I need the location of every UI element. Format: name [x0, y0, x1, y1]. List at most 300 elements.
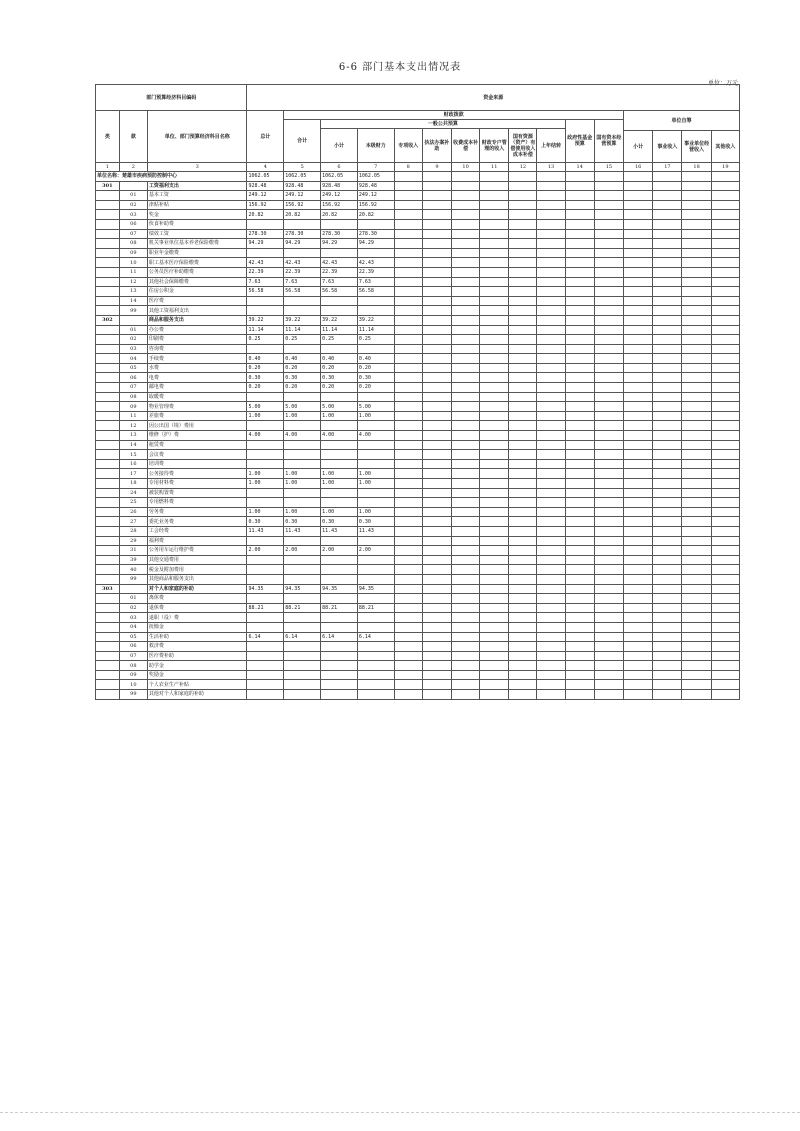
amount-cell: 0.40	[321, 354, 358, 364]
item-name: 公务接待费	[147, 469, 247, 479]
empty-cell	[537, 469, 565, 479]
empty-cell	[624, 440, 653, 450]
empty-cell	[452, 296, 480, 306]
category-code	[96, 555, 120, 565]
amount-cell: 20.82	[247, 210, 284, 220]
category-code: 303	[96, 584, 120, 594]
item-name: 福利费	[147, 536, 247, 546]
empty-cell	[594, 622, 623, 632]
empty-cell	[509, 431, 537, 441]
empty-cell	[711, 479, 739, 489]
empty-cell	[480, 526, 509, 536]
amount-cell	[247, 661, 284, 671]
empty-cell	[653, 536, 682, 546]
empty-cell	[682, 632, 711, 642]
empty-cell	[537, 555, 565, 565]
amount-cell: 0.40	[284, 354, 321, 364]
empty-cell	[509, 469, 537, 479]
empty-cell	[682, 469, 711, 479]
table-row	[96, 603, 740, 613]
empty-cell	[537, 392, 565, 402]
table-row	[96, 402, 740, 412]
item-code: 14	[119, 440, 147, 450]
empty-cell	[480, 536, 509, 546]
empty-cell	[509, 642, 537, 652]
empty-cell	[480, 469, 509, 479]
amount-cell	[247, 565, 284, 575]
item-name: 专用燃料费	[147, 498, 247, 508]
empty-cell	[480, 459, 509, 469]
empty-cell	[594, 219, 623, 229]
category-code	[96, 239, 120, 249]
empty-cell	[594, 344, 623, 354]
amount-cell	[357, 421, 394, 431]
category-code	[96, 258, 120, 268]
empty-cell	[422, 469, 451, 479]
empty-cell	[565, 229, 594, 239]
item-name: 助学金	[147, 661, 247, 671]
category-code	[96, 191, 120, 201]
empty-cell	[509, 479, 537, 489]
empty-cell	[509, 363, 537, 373]
empty-cell	[565, 680, 594, 690]
empty-cell	[711, 315, 739, 325]
amount-cell	[321, 450, 358, 460]
empty-cell	[452, 565, 480, 575]
item-name: 会议费	[147, 450, 247, 460]
item-code: 03	[119, 210, 147, 220]
empty-cell	[394, 219, 422, 229]
amount-cell: 11.43	[247, 526, 284, 536]
amount-cell: 0.30	[247, 373, 284, 383]
empty-cell	[509, 690, 537, 700]
item-name: 水费	[147, 363, 247, 373]
empty-cell	[624, 277, 653, 287]
column-number: 13	[537, 163, 565, 172]
amount-cell	[247, 670, 284, 680]
empty-cell	[624, 373, 653, 383]
amount-cell	[357, 651, 394, 661]
amount-cell: 156.92	[321, 200, 358, 210]
amount-cell: 7.63	[284, 277, 321, 287]
empty-cell	[509, 651, 537, 661]
empty-cell	[624, 335, 653, 345]
amount-cell: 249.12	[247, 191, 284, 201]
table-row	[96, 296, 740, 306]
empty-cell	[537, 335, 565, 345]
amount-cell	[321, 248, 358, 258]
category-code	[96, 661, 120, 671]
empty-cell	[682, 210, 711, 220]
empty-cell	[565, 507, 594, 517]
table-row	[96, 622, 740, 632]
fiscal-special-header: 财政专户管理的收入	[480, 129, 509, 163]
amount-cell: 42.43	[321, 258, 358, 268]
category-code	[96, 248, 120, 258]
empty-cell	[422, 287, 451, 297]
empty-cell	[682, 363, 711, 373]
empty-cell	[480, 574, 509, 584]
empty-cell	[422, 459, 451, 469]
empty-cell	[394, 229, 422, 239]
item-name: 公务用车运行维护费	[147, 546, 247, 556]
empty-cell	[711, 277, 739, 287]
column-number: 1	[96, 163, 120, 172]
category-code	[96, 354, 120, 364]
amount-cell	[247, 440, 284, 450]
empty-cell	[537, 642, 565, 652]
empty-cell	[711, 622, 739, 632]
item-code: 06	[119, 642, 147, 652]
category-header: 类	[96, 111, 120, 163]
empty-cell	[682, 411, 711, 421]
empty-cell	[422, 344, 451, 354]
item-code: 09	[119, 670, 147, 680]
empty-cell	[711, 690, 739, 700]
table-row	[96, 469, 740, 479]
column-number: 18	[682, 163, 711, 172]
empty-cell	[422, 219, 451, 229]
empty-cell	[452, 488, 480, 498]
page-bottom-border	[0, 1112, 800, 1113]
item-name: 物业管理费	[147, 402, 247, 412]
amount-cell	[357, 392, 394, 402]
empty-cell	[480, 335, 509, 345]
empty-cell	[682, 565, 711, 575]
empty-cell	[394, 325, 422, 335]
empty-cell	[594, 517, 623, 527]
amount-cell: 94.29	[321, 239, 358, 249]
amount-cell: 7.63	[247, 277, 284, 287]
amount-cell	[321, 488, 358, 498]
empty-cell	[682, 191, 711, 201]
amount-cell: 1.00	[247, 469, 284, 479]
empty-cell	[653, 440, 682, 450]
empty-cell	[682, 603, 711, 613]
amount-cell	[247, 450, 284, 460]
empty-cell	[711, 546, 739, 556]
empty-cell	[594, 383, 623, 393]
amount-cell	[357, 296, 394, 306]
amount-cell	[284, 440, 321, 450]
subtotal-header: 小计	[321, 129, 358, 163]
amount-cell	[321, 498, 358, 508]
empty-cell	[452, 200, 480, 210]
item-code: 08	[119, 392, 147, 402]
empty-cell	[682, 258, 711, 268]
empty-cell	[537, 258, 565, 268]
empty-cell	[653, 383, 682, 393]
item-code: 17	[119, 469, 147, 479]
amount-cell: 249.12	[357, 191, 394, 201]
item-name: 邮电费	[147, 383, 247, 393]
empty-cell	[565, 450, 594, 460]
empty-cell	[537, 690, 565, 700]
empty-cell	[711, 383, 739, 393]
empty-cell	[565, 431, 594, 441]
category-code	[96, 335, 120, 345]
amount-cell: 88.21	[321, 603, 358, 613]
empty-cell	[624, 210, 653, 220]
empty-cell	[682, 507, 711, 517]
amount-cell	[247, 651, 284, 661]
empty-cell	[452, 210, 480, 220]
amount-cell	[357, 248, 394, 258]
amount-cell	[284, 613, 321, 623]
amount-cell: 94.29	[247, 239, 284, 249]
empty-cell	[422, 373, 451, 383]
empty-cell	[624, 402, 653, 412]
empty-cell	[711, 459, 739, 469]
empty-cell	[565, 555, 594, 565]
category-code	[96, 469, 120, 479]
amount-cell	[321, 642, 358, 652]
amount-cell	[357, 594, 394, 604]
empty-cell	[624, 392, 653, 402]
category-code	[96, 373, 120, 383]
empty-cell	[422, 392, 451, 402]
empty-cell	[452, 498, 480, 508]
empty-cell	[509, 670, 537, 680]
amount-cell: 6.14	[321, 632, 358, 642]
amount-cell: 0.20	[321, 383, 358, 393]
empty-cell	[509, 383, 537, 393]
empty-cell	[537, 594, 565, 604]
item-name: 其他交通费用	[147, 555, 247, 565]
item-name: 对个人和家庭的补助	[147, 584, 247, 594]
empty-cell	[422, 536, 451, 546]
empty-cell	[537, 488, 565, 498]
empty-cell	[422, 181, 451, 191]
empty-cell	[711, 584, 739, 594]
item-name: 离休费	[147, 594, 247, 604]
empty-cell	[394, 258, 422, 268]
empty-cell	[480, 661, 509, 671]
empty-cell	[624, 536, 653, 546]
empty-cell	[394, 469, 422, 479]
item-name: 个人农业生产补贴	[147, 680, 247, 690]
empty-cell	[565, 622, 594, 632]
amount-cell: 0.20	[321, 363, 358, 373]
empty-cell	[394, 622, 422, 632]
empty-cell	[711, 594, 739, 604]
amount-cell	[357, 574, 394, 584]
column-number: 9	[422, 163, 451, 172]
amount-cell: 6.14	[357, 632, 394, 642]
empty-cell	[565, 594, 594, 604]
category-code	[96, 690, 120, 700]
empty-cell	[422, 670, 451, 680]
item-code: 31	[119, 546, 147, 556]
empty-cell	[594, 526, 623, 536]
empty-cell	[537, 200, 565, 210]
category-code	[96, 392, 120, 402]
item-code: 06	[119, 219, 147, 229]
empty-cell	[537, 517, 565, 527]
empty-cell	[624, 584, 653, 594]
category-code: 301	[96, 181, 120, 191]
amount-cell: 42.43	[247, 258, 284, 268]
empty-cell	[394, 584, 422, 594]
item-code: 99	[119, 690, 147, 700]
table-row	[96, 632, 740, 642]
empty-cell	[711, 498, 739, 508]
empty-cell	[537, 680, 565, 690]
item-code: 07	[119, 651, 147, 661]
empty-cell	[394, 459, 422, 469]
empty-cell	[682, 680, 711, 690]
empty-cell	[565, 210, 594, 220]
empty-cell	[594, 354, 623, 364]
amount-cell: 0.40	[247, 354, 284, 364]
amount-cell	[284, 421, 321, 431]
empty-cell	[394, 191, 422, 201]
empty-cell	[422, 325, 451, 335]
amount-cell	[284, 450, 321, 460]
amount-cell	[321, 670, 358, 680]
amount-cell: 0.30	[284, 373, 321, 383]
empty-cell	[480, 603, 509, 613]
amount-cell: 11.43	[321, 526, 358, 536]
empty-cell	[394, 287, 422, 297]
amount-cell	[321, 651, 358, 661]
empty-cell	[711, 344, 739, 354]
empty-cell	[480, 373, 509, 383]
amount-cell	[321, 555, 358, 565]
amount-cell	[247, 296, 284, 306]
empty-cell	[624, 363, 653, 373]
empty-cell	[452, 469, 480, 479]
empty-cell	[422, 584, 451, 594]
empty-cell	[711, 642, 739, 652]
empty-cell	[711, 661, 739, 671]
amount-cell: 2.00	[284, 546, 321, 556]
amount-cell: 1.00	[357, 469, 394, 479]
empty-cell	[422, 440, 451, 450]
empty-cell	[422, 335, 451, 345]
empty-cell	[394, 344, 422, 354]
empty-cell	[452, 306, 480, 316]
empty-cell	[509, 574, 537, 584]
amount-cell: 278.30	[284, 229, 321, 239]
unit-label: 单位：万元	[707, 80, 738, 87]
empty-cell	[624, 219, 653, 229]
table-row	[96, 670, 740, 680]
empty-cell	[624, 459, 653, 469]
empty-cell	[653, 613, 682, 623]
amount-cell: 94.29	[357, 239, 394, 249]
empty-cell	[509, 354, 537, 364]
empty-cell	[509, 632, 537, 642]
empty-cell	[565, 248, 594, 258]
amount-cell	[321, 661, 358, 671]
category-code	[96, 526, 120, 536]
empty-cell	[711, 219, 739, 229]
amount-cell: 5.00	[247, 402, 284, 412]
empty-cell	[624, 200, 653, 210]
empty-cell	[452, 219, 480, 229]
empty-cell	[653, 219, 682, 229]
business-income-header: 事业收入	[653, 131, 682, 163]
empty-cell	[711, 440, 739, 450]
empty-cell	[422, 574, 451, 584]
amount-cell	[321, 594, 358, 604]
empty-cell	[682, 219, 711, 229]
empty-cell	[711, 526, 739, 536]
empty-cell	[565, 488, 594, 498]
empty-cell	[394, 670, 422, 680]
empty-cell	[565, 325, 594, 335]
amount-cell	[247, 642, 284, 652]
amount-cell: 1.00	[321, 469, 358, 479]
table-row	[96, 267, 740, 277]
amount-cell: 20.82	[284, 210, 321, 220]
empty-cell	[624, 603, 653, 613]
empty-cell	[624, 488, 653, 498]
empty-cell	[452, 661, 480, 671]
item-name: 医疗费补助	[147, 651, 247, 661]
empty-cell	[422, 315, 451, 325]
empty-cell	[565, 383, 594, 393]
amount-cell	[321, 536, 358, 546]
amount-cell	[321, 306, 358, 316]
empty-cell	[711, 354, 739, 364]
empty-cell	[537, 661, 565, 671]
amount-cell	[357, 661, 394, 671]
general-budget-header: 一般公共预算	[321, 120, 566, 129]
item-name: 住房公积金	[147, 287, 247, 297]
amount-cell: 4.00	[357, 431, 394, 441]
state-assets-header: 国有资源（资产）有偿使用收入成本补偿	[509, 129, 537, 163]
category-code	[96, 402, 120, 412]
empty-cell	[537, 536, 565, 546]
item-name: 公务员医疗补助缴费	[147, 267, 247, 277]
empty-cell	[653, 315, 682, 325]
empty-cell	[452, 383, 480, 393]
empty-cell	[711, 296, 739, 306]
item-code: 05	[119, 632, 147, 642]
name-header: 单位、部门预算经济科目名称	[147, 111, 247, 163]
amount-cell	[284, 574, 321, 584]
empty-cell	[480, 219, 509, 229]
empty-cell	[394, 479, 422, 489]
empty-cell	[565, 239, 594, 249]
table-row	[96, 642, 740, 652]
empty-cell	[422, 267, 451, 277]
empty-cell	[653, 373, 682, 383]
empty-cell	[711, 306, 739, 316]
empty-cell	[682, 277, 711, 287]
item-name: 退职（役）费	[147, 613, 247, 623]
amount-cell	[247, 594, 284, 604]
empty-cell	[682, 690, 711, 700]
amount-cell	[247, 536, 284, 546]
empty-cell	[711, 200, 739, 210]
empty-cell	[422, 517, 451, 527]
amount-cell: 0.30	[357, 373, 394, 383]
item-code: 09	[119, 248, 147, 258]
empty-cell	[452, 267, 480, 277]
amount-cell: 2.00	[321, 546, 358, 556]
empty-cell	[537, 526, 565, 536]
empty-cell	[594, 296, 623, 306]
amount-cell: 1.00	[357, 507, 394, 517]
empty-cell	[452, 613, 480, 623]
empty-cell	[594, 642, 623, 652]
amount-cell	[247, 555, 284, 565]
fiscal-header: 财政拨款	[284, 111, 624, 120]
empty-cell	[537, 277, 565, 287]
